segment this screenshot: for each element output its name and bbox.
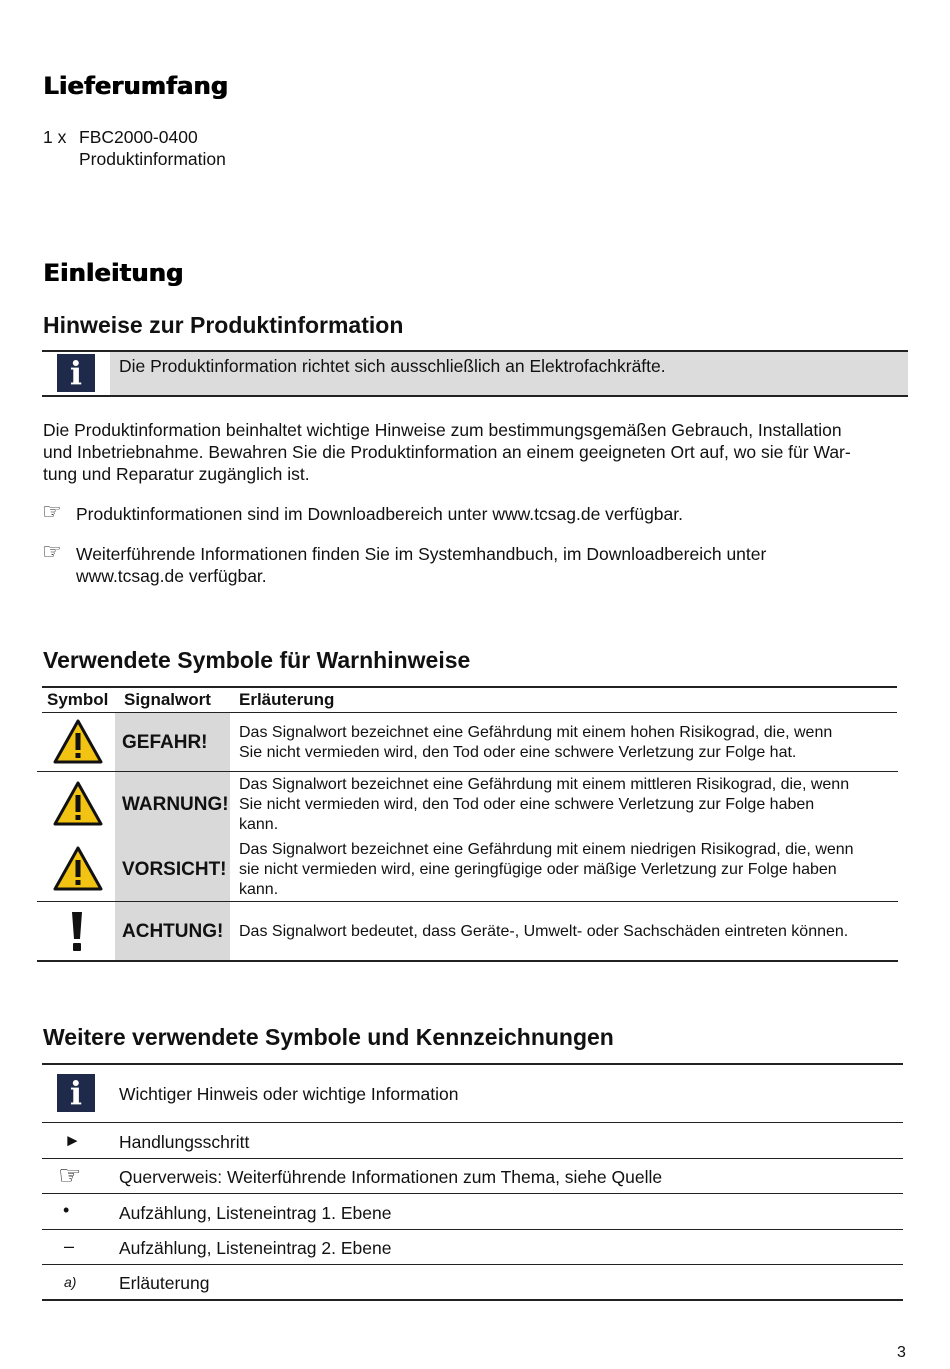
symbol-desc-list-level1: Aufzählung, Listeneintrag 1. Ebene bbox=[119, 1203, 392, 1223]
warn-desc-line: Sie nicht vermieden wird, den Tod oder eine schwere Verletzung zur Folge haben bbox=[239, 796, 815, 813]
warn-table-header-signal: Signalwort bbox=[124, 690, 211, 709]
symbols-table-row-rule bbox=[42, 1122, 903, 1123]
warn-desc-line: Das Signalwort bezeichnet eine Gefährdung mit einem mittleren Risikograd, die, wenn bbox=[239, 776, 850, 793]
symbol-desc-crossref: Querverweis: Weiterführende Informationen zum Thema, siehe Quelle bbox=[119, 1167, 663, 1187]
info-box-bottom-rule bbox=[42, 395, 908, 397]
pointing-hand-icon: ☞ bbox=[58, 1161, 82, 1191]
symbol-desc-info: Wichtiger Hinweis oder wichtige Information bbox=[119, 1084, 459, 1104]
symbols-table-top-rule bbox=[42, 1063, 903, 1065]
bullet-icon: • bbox=[63, 1200, 70, 1220]
heading-weitere-symbole: Weitere verwendete Symbole und Kennzeichnungen bbox=[43, 1024, 614, 1050]
symbols-table-row-rule bbox=[42, 1229, 903, 1230]
dash-icon: – bbox=[64, 1236, 75, 1256]
signal-word-gefahr: GEFAHR! bbox=[122, 732, 208, 753]
arrow-right-icon: ► bbox=[64, 1131, 81, 1150]
symbol-desc-explanation: Erläuterung bbox=[119, 1273, 210, 1293]
warn-table-bottom-rule bbox=[37, 960, 898, 962]
warn-desc-line: sie nicht vermieden wird, eine geringfügige oder mäßige Verletzung zur Folge haben bbox=[239, 861, 837, 878]
info-icon: i bbox=[57, 354, 95, 392]
warn-desc-line: kann. bbox=[239, 816, 279, 833]
heading-einleitung: Einleitung bbox=[43, 259, 184, 287]
letter-a-marker: a) bbox=[64, 1274, 77, 1290]
warn-table-header-symbol: Symbol bbox=[47, 690, 109, 709]
symbols-table-row-rule bbox=[42, 1193, 903, 1194]
symbols-table-row-rule bbox=[42, 1264, 903, 1265]
reference-systemhandbuch-line1: Weiterführende Informationen finden Sie im Systemhandbuch, im Downloadbereich unter bbox=[76, 544, 767, 564]
symbol-desc-list-level2: Aufzählung, Listeneintrag 2. Ebene bbox=[119, 1238, 392, 1258]
heading-lieferumfang: Lieferumfang bbox=[43, 72, 228, 100]
intro-paragraph-line3: tung und Reparatur zugänglich ist. bbox=[43, 464, 310, 484]
page-number: 3 bbox=[897, 1344, 906, 1361]
warning-triangle-icon bbox=[53, 781, 103, 826]
delivery-qty: 1 x bbox=[43, 127, 67, 147]
symbol-desc-step: Handlungsschritt bbox=[119, 1132, 250, 1152]
subheading-hinweise: Hinweise zur Produktinformation bbox=[43, 312, 404, 338]
warn-table-header-desc: Erläuterung bbox=[239, 690, 335, 709]
pointing-hand-icon: ☞ bbox=[42, 540, 62, 565]
warning-triangle-icon bbox=[53, 719, 103, 764]
info-box-text: Die Produktinformation richtet sich ausschließlich an Elektrofachkräfte. bbox=[119, 356, 666, 376]
exclamation-icon bbox=[70, 911, 84, 953]
symbols-table-bottom-rule bbox=[42, 1299, 903, 1301]
signal-word-achtung: ACHTUNG! bbox=[122, 921, 224, 942]
warn-desc-line: Sie nicht vermieden wird, den Tod oder eine schwere Verletzung zur Folge hat. bbox=[239, 744, 797, 761]
heading-warnsymbole: Verwendete Symbole für Warnhinweise bbox=[43, 647, 471, 673]
intro-paragraph-line1: Die Produktinformation beinhaltet wichtige Hinweise zum bestimmungsgemäßen Gebrauch, Installation bbox=[43, 420, 842, 440]
warn-desc-line: Das Signalwort bezeichnet eine Gefährdung mit einem niedrigen Risikograd, die, wenn bbox=[239, 841, 854, 858]
symbols-table-row-rule bbox=[42, 1158, 903, 1159]
signal-word-vorsicht: VORSICHT! bbox=[122, 859, 227, 880]
delivery-item-device: FBC2000-0400 bbox=[79, 127, 198, 147]
warn-table-top-rule bbox=[42, 686, 897, 688]
signal-word-warnung: WARNUNG! bbox=[122, 794, 229, 815]
intro-paragraph-line2: und Inbetriebnahme. Bewahren Sie die Produktinformation an einem geeigneten Ort auf, wo sie für War- bbox=[43, 442, 851, 462]
warn-desc-line: Das Signalwort bedeutet, dass Geräte-, Umwelt- oder Sachschäden eintreten können. bbox=[239, 923, 849, 940]
delivery-item-info: Produktinformation bbox=[79, 149, 226, 169]
warn-desc-line: Das Signalwort bezeichnet eine Gefährdung mit einem hohen Risikograd, die, wenn bbox=[239, 724, 833, 741]
warn-desc-line: kann. bbox=[239, 881, 279, 898]
warning-triangle-icon bbox=[53, 846, 103, 891]
pointing-hand-icon: ☞ bbox=[42, 500, 62, 525]
reference-systemhandbuch-line2: www.tcsag.de verfügbar. bbox=[76, 566, 267, 586]
reference-download: Produktinformationen sind im Downloadbereich unter www.tcsag.de verfügbar. bbox=[76, 504, 683, 524]
info-icon: i bbox=[57, 1074, 95, 1112]
